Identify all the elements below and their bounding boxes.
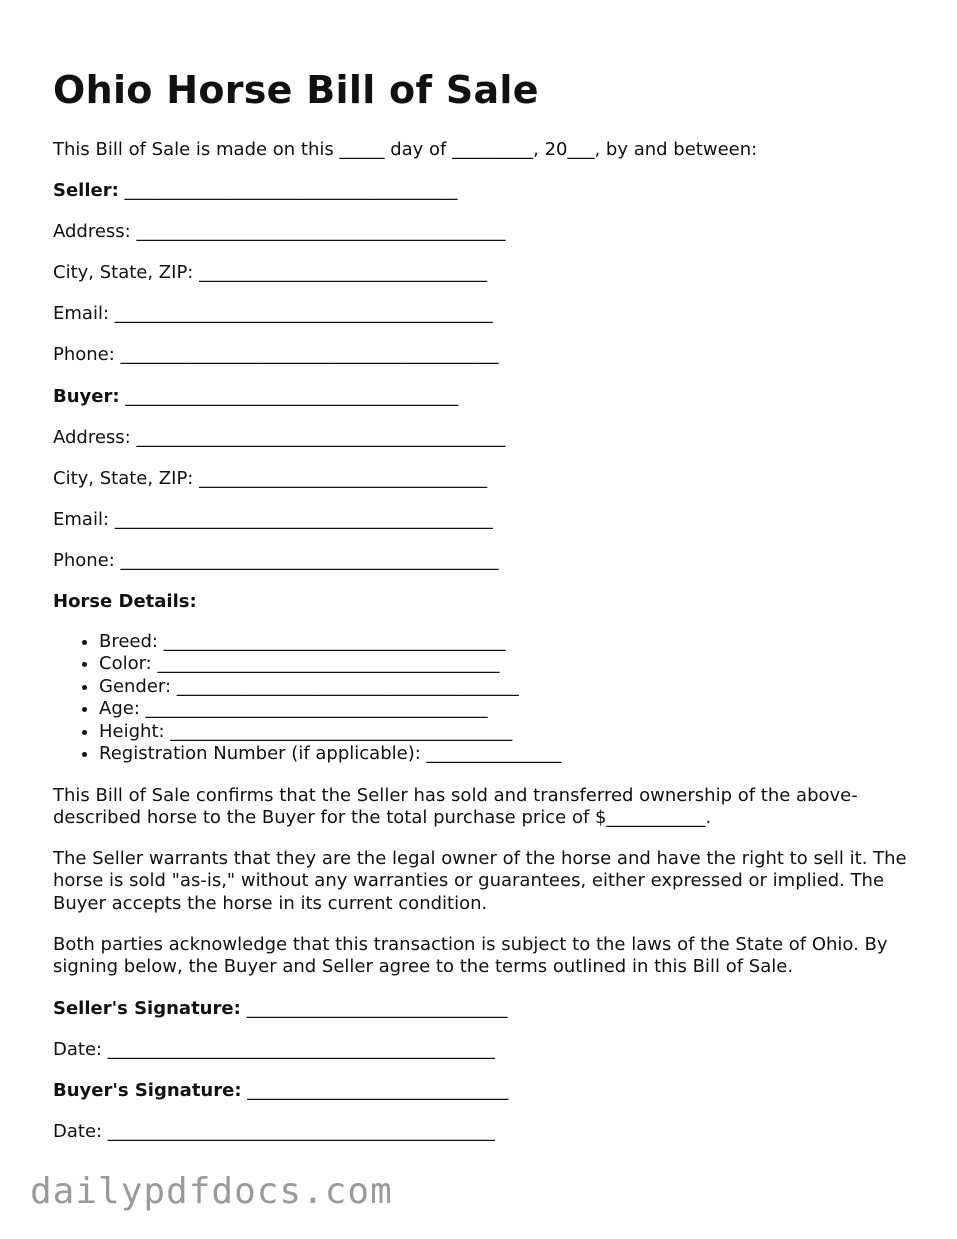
list-item: • Height: ______________________________________ [99, 721, 562, 743]
seller-label: Seller: [53, 180, 119, 201]
buyer-signature-blank: _____________________________ [247, 1080, 509, 1101]
buyer-name-line [53, 386, 458, 408]
acknowledgement-paragraph: Both parties acknowledge that this transaction is subject to the laws of the State of Ohio. By signing below, the Buyer and Seller agree to the terms outlined in this Bill of Sale. [53, 934, 888, 978]
list-item: • Age: ______________________________________ [99, 698, 562, 720]
buyer-phone-line: Phone: __________________________________________ [53, 550, 499, 571]
seller-phone-line: Phone: __________________________________________ [53, 344, 499, 365]
buyer-signature-line [53, 1080, 508, 1102]
buyer-email-line: Email: __________________________________________ [53, 509, 493, 530]
list-item: • Color: ______________________________________ [99, 653, 562, 675]
purchase-paragraph: This Bill of Sale confirms that the Seller has sold and transferred ownership of the above-described horse to the Buyer for the total purchase price of $___________. [53, 785, 858, 829]
seller-signature-blank: _____________________________ [246, 998, 508, 1019]
buyer-city-line: City, State, ZIP: ________________________________ [53, 468, 488, 489]
list-item: • Registration Number (if applicable): _______________ [99, 743, 562, 765]
list-item: • Breed: ______________________________________ [99, 631, 562, 653]
buyer-label: Buyer: [53, 386, 120, 407]
seller-name-line [53, 180, 458, 202]
intro-line: This Bill of Sale is made on this _____ day of _________, 20___, by and between: [53, 139, 758, 160]
document-title: Ohio Horse Bill of Sale [53, 68, 539, 112]
seller-signature-line [53, 998, 508, 1020]
seller-email-line: Email: __________________________________________ [53, 303, 493, 324]
warranty-paragraph: The Seller warrants that they are the legal owner of the horse and have the right to sell it. The horse is sold "as-is," without any warranties or guarantees, either expressed or implied. The Buyer accepts the horse in its current condition. [53, 848, 907, 914]
seller-city-line: City, State, ZIP: ________________________________ [53, 262, 488, 283]
horse-details-heading: Horse Details: [53, 591, 197, 612]
horse-details-list [53, 631, 562, 765]
buyer-date-line: Date: ___________________________________________ [53, 1121, 495, 1142]
seller-address-line: Address: _________________________________________ [53, 221, 506, 242]
list-item: • Gender: ______________________________________ [99, 676, 562, 698]
buyer-name-blank: _____________________________________ [125, 386, 459, 407]
seller-date-line: Date: ___________________________________________ [53, 1039, 495, 1060]
watermark: dailypdfdocs.com [30, 1171, 393, 1212]
seller-name-blank: _____________________________________ [124, 180, 458, 201]
seller-signature-label: Seller's Signature: [53, 998, 241, 1019]
buyer-signature-label: Buyer's Signature: [53, 1080, 242, 1101]
buyer-address-line: Address: _________________________________________ [53, 427, 506, 448]
